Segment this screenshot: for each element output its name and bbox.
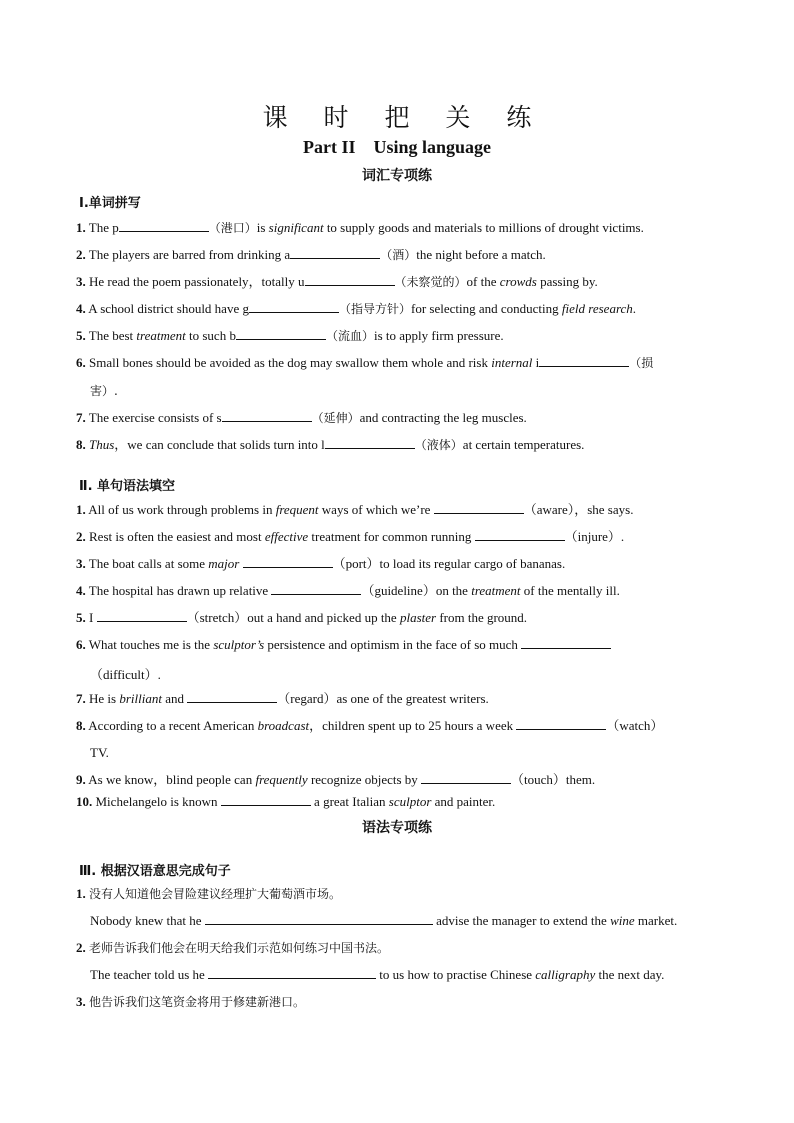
answer-blank[interactable] [325,436,415,449]
answer-blank[interactable] [516,717,606,730]
s2-item-9: 9. As we know，blind people can frequently recognize objects by （touch）them. [76,772,596,787]
section1-heading: Ⅰ.单词拼写 [79,196,141,211]
answer-blank[interactable] [475,528,565,541]
answer-blank[interactable] [119,219,209,232]
s1-item-1: 1. The p （港口）is significant to supply goods and materials to millions of drought victims. [76,220,644,235]
section2-heading: Ⅱ. 单句语法填空 [79,479,176,494]
answer-blank[interactable] [222,409,312,422]
s2-item-2: 2. Rest is often the easiest and most effective treatment for common running （injure）. [76,529,625,544]
section3-heading: Ⅲ. 根据汉语意思完成句子 [79,864,231,879]
s1-item-6: 6. Small bones should be avoided as the dog may swallow them whole and risk internal i （损 [76,355,654,370]
s2-item-6: 6. What touches me is the sculptor’s persistence and optimism in the face of so much [76,631,721,658]
s3-item-2-cn: 2. 老师告诉我们他会在明天给我们示范如何练习中国书法。 [76,940,390,955]
s3-item-3-cn: 3. 他告诉我们这笔资金将用于修建新港口。 [76,994,306,1009]
answer-blank[interactable] [187,690,277,703]
answer-blank[interactable] [271,582,361,595]
s1-item-5: 5. The best treatment to such b （流血）is to apply firm pressure. [76,328,504,343]
s3-item-1-cn: 1. 没有人知道他会冒险建议经理扩大葡萄酒市场。 [76,886,342,901]
part-label: Part II [302,137,356,157]
s1-item-6-cont: 害）. [90,384,118,398]
answer-blank[interactable] [290,246,380,259]
subtitle-label: Using language [373,137,492,157]
s2-item-4: 4. The hospital has drawn up relative （guideline）on the treatment of the mentally ill. [76,583,620,598]
s3-item-2-en: The teacher told us he to us how to practise Chinese calligraphy the next day. [90,967,665,982]
answer-blank[interactable] [236,327,326,340]
s2-item-5: 5. I （stretch）out a hand and picked up the plaster from the ground. [76,610,528,625]
answer-blank[interactable] [205,912,433,925]
answer-blank[interactable] [97,609,187,622]
s1-item-4: 4. A school district should have g （指导方针）for selecting and conducting field research. [76,301,637,316]
answer-blank[interactable] [305,273,395,286]
answer-blank[interactable] [249,300,339,313]
s1-item-7: 7. The exercise consists of s （延伸）and contracting the leg muscles. [76,410,527,425]
s3-item-1-en: Nobody knew that he advise the manager to extend the wine market. [90,913,678,928]
page-title: 课 时 把 关 练 [262,103,546,132]
answer-blank[interactable] [208,966,376,979]
s2-item-8: 8. According to a recent American broadcast，children spent up to 25 hours a week （watch） [76,718,664,733]
grammar-heading: 语法专项练 [362,820,432,836]
answer-blank[interactable] [521,636,611,649]
s1-item-3: 3. He read the poem passionately，totally u （未察觉的）of the crowds passing by. [76,274,598,289]
s2-item-6-cont: （difficult）. [90,667,161,682]
s2-item-8-cont: TV. [90,745,109,760]
answer-blank[interactable] [243,555,333,568]
vocab-heading: 词汇专项练 [362,168,432,184]
s1-item-2: 2. The players are barred from drinking a （酒）the night before a match. [76,247,546,262]
s2-item-1: 1. All of us work through problems in frequent ways of which we’re （aware），she says. [76,502,634,517]
page-subtitle [0,137,794,158]
s2-item-3: 3. The boat calls at some major （port）to load its regular cargo of bananas. [76,556,566,571]
s1-item-8: 8. Thus，we can conclude that solids turn into l （液体）at certain temperatures. [76,437,585,452]
s2-item-7: 7. He is brilliant and （regard）as one of the greatest writers. [76,691,489,706]
answer-blank[interactable] [221,793,311,806]
answer-blank[interactable] [421,771,511,784]
answer-blank[interactable] [434,501,524,514]
answer-blank[interactable] [539,354,629,367]
s2-item-10: 10. Michelangelo is known a great Italian sculptor and painter. [76,794,496,809]
